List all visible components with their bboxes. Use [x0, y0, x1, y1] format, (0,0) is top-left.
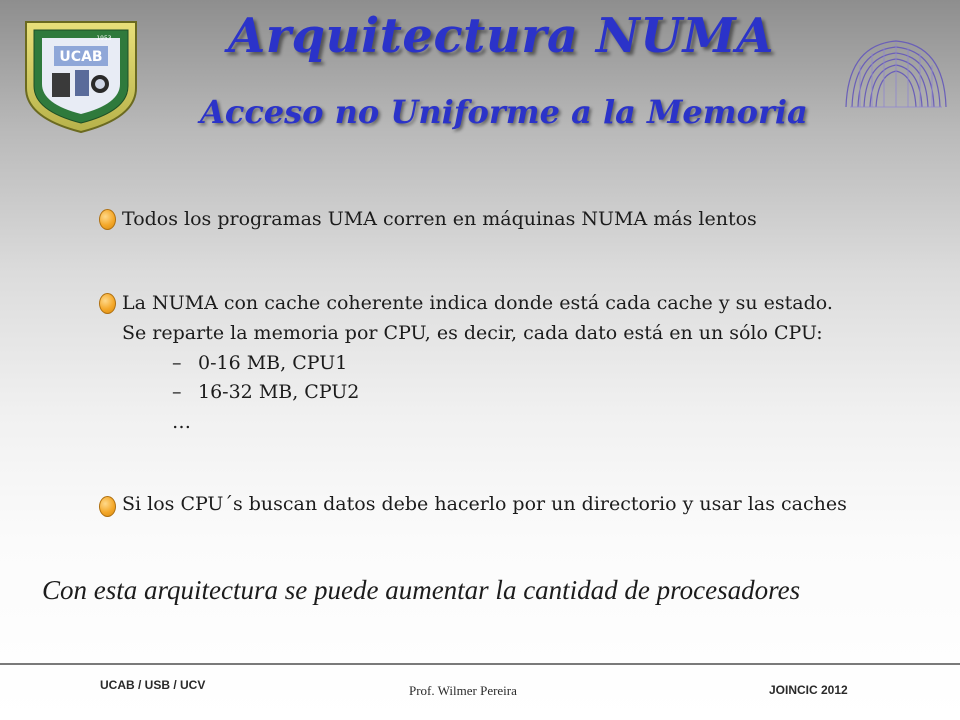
- footer-event: JOINCIC 2012: [769, 683, 848, 697]
- bullet-icon: [99, 496, 116, 517]
- bullet-icon: [99, 293, 116, 314]
- ucab-logo: [20, 18, 142, 136]
- sub-item-text: 16-32 MB, CPU2: [198, 381, 360, 403]
- footer-author: Prof. Wilmer Pereira: [409, 683, 517, 698]
- footer-divider: [0, 663, 960, 665]
- bullet-3-text: Si los CPU´s buscan datos debe hacerlo por un directorio y usar las caches: [122, 493, 847, 515]
- bullet-icon: [99, 209, 116, 230]
- bullet-1-text: Todos los programas UMA corren en máquinas NUMA más lentos: [122, 208, 757, 230]
- closing-statement: Con esta arquitectura se puede aumentar la cantidad de procesadores: [42, 575, 801, 605]
- sub-item: [172, 411, 191, 433]
- sub-item-marker: –: [172, 381, 182, 403]
- sub-item-text: 0-16 MB, CPU1: [198, 352, 348, 374]
- sub-item-text: …: [172, 411, 191, 433]
- logo-right-name: UCV: [840, 35, 843, 36]
- sub-item: [172, 381, 359, 403]
- slide-title: Arquitectura NUMA: [228, 8, 774, 64]
- bullet-2-text: La NUMA con cache coherente indica donde está cada cache y su estado.: [122, 292, 833, 314]
- ucv-logo: [840, 35, 952, 113]
- slide-subtitle: Acceso no Uniforme a la Memoria: [200, 93, 808, 131]
- sub-item-marker: –: [172, 352, 182, 374]
- sub-item: [172, 352, 347, 374]
- footer-institutions: UCAB / USB / UCV: [100, 678, 206, 692]
- bullet-2-continuation: Se reparte la memoria por CPU, es decir, cada dato está en un sólo CPU:: [122, 322, 823, 344]
- logo-left-name: UCAB: [59, 49, 103, 65]
- logo-left-year: 1953: [96, 35, 112, 42]
